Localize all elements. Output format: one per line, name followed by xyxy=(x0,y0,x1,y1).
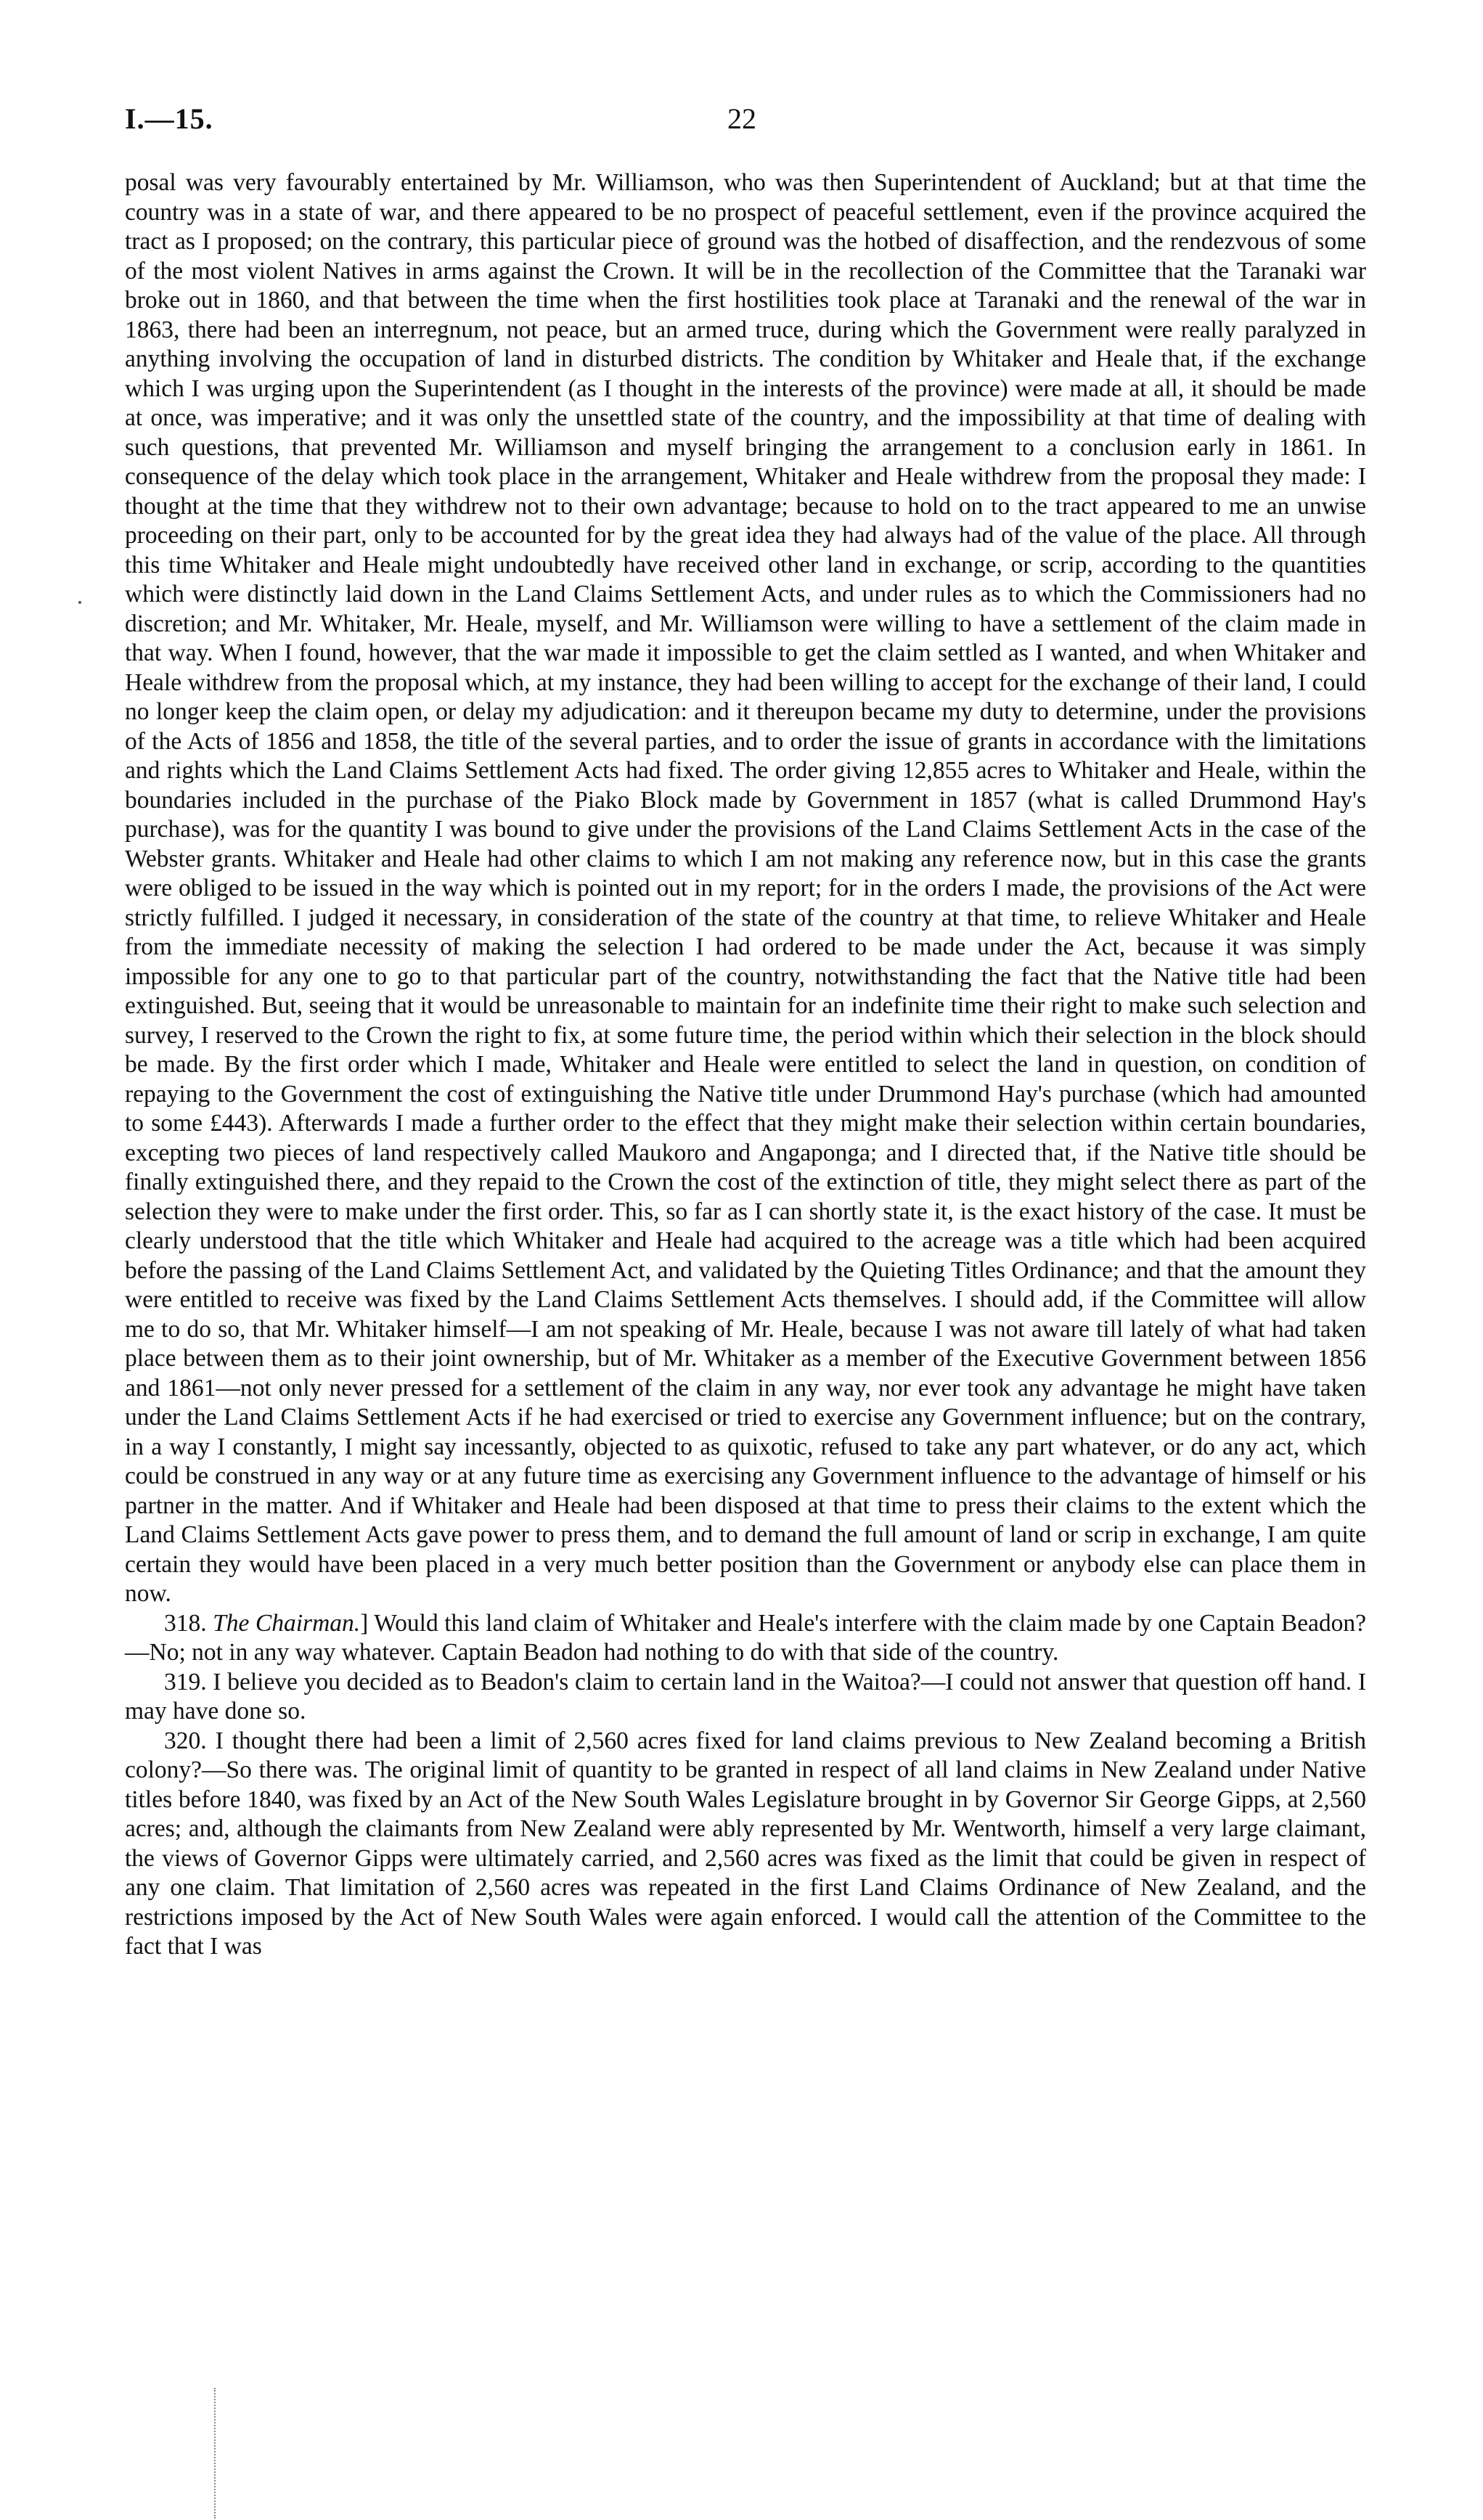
question-text: I believe you decided as to Beadon's claim to certain land in the Waitoa?—I could not answer that question off hand. I may have done so. xyxy=(125,1668,1367,1725)
document-body xyxy=(125,168,1366,1962)
paragraph-text: posal was very favourably entertained by Mr. Williamson, who was then Superintendent of Auckland; but at that time the country was in a state of war, and there appeared to be no prospect of peaceful settlement, even if the province acquired the tract as I proposed; on the contrary, this particular piece of ground was the hotbed of disaffection, and the rendezvous of some of the most violent Natives in arms against the Crown. It will be in the recollection of the Committee that the Taranaki war broke out in 1860, and that between the time when the first hostilities took place at Taranaki and the renewal of the war in 1863, there had been an interregnum, not peace, but an armed truce, during which the Government were really paralyzed in anything involving the occupation of land in disturbed districts. The condition by Whitaker and Heale that, if the exchange which I was urging upon the Superintendent (as I thought in the interests of the province) were made at all, it should be made at once, was imperative; and it was only the unsettled state of the country, and the impossibility at that time of dealing with such questions, that prevented Mr. Williamson and myself bringing the arrangement to a conclusion early in 1861. In consequence of the delay which took place in the arrangement, Whitaker and Heale withdrew from the proposal they made: I thought at the time that they withdrew not to their own advantage; because to hold on to the tract appeared to me an unwise proceeding on their part, only to be accounted for by the great idea they had always had of the value of the place. All through this time Whitaker and Heale might undoubtedly have received other land in exchange, or scrip, according to the quantities which were distinctly laid down in the Land Claims Settlement Acts, and under rules as to which the Commissioners had no discretion; and Mr. Whitaker, Mr. Heale, myself, and Mr. Williamson were willing to have a settlement of the claim made in that way. When I found, however, that the war made it impossible to get the claim settled as I wanted, and when Whitaker and Heale withdrew from the proposal which, at my instance, they had been willing to accept for the exchange of their land, I could no longer keep the claim open, or delay my adjudication: and it thereupon became my duty to determine, under the provisions of the Acts of 1856 and 1858, the title of the several parties, and to order the issue of grants in accordance with the limitations and rights which the Land Claims Settlement Acts had fixed. The order giving 12,855 acres to Whitaker and Heale, within the boundaries included in the purchase of the Piako Block made by Government in 1857 (what is called Drummond Hay's purchase), was for the quantity I was bound to give under the provisions of the Land Claims Settlement Acts in the case of the Webster grants. Whitaker and Heale had other claims to which I am not making any reference now, but in this case the grants were obliged to be issued in the way which is pointed out in my report; for in the orders I made, the provisions of the Act were strictly fulfilled. I judged it necessary, in consideration of the state of the country at that time, to relieve Whitaker and Heale from the immediate necessity of making the selection I had ordered to be made under the Act, because it was simply impossible for any one to go to that particular part of the country, notwithstanding the fact that the Native title had been extinguished. But, seeing that it would be unreasonable to maintain for an indefinite time their right to make such selection and survey, I reserved to the Crown the right to fix, at some future time, the period within which their selection in the block should be made. By the first order which I made, Whitaker and Heale were entitled to select the land in question, on condition of repaying to the Government the cost of extinguishing the Native title under Drummond Hay's purchase (which had amounted to some £443). Afterwards I made a further order to the effect that they might make their selection within certain boundaries, excepting two pieces of land respectively called Maukoro and Angaponga; and I directed that, if the Native title should be finally extinguished there, and they repaid to the Crown the cost of the extinction of title, they might select there as part of the selection they were to make under the first order. This, so far as I can shortly state it, is the exact history of the case. It must be clearly understood that the title which Whitaker and Heale had acquired to the acreage was a title which had been acquired before the passing of the Land Claims Settlement Act, and validated by the Quieting Titles Ordinance; and that the amount they were entitled to receive was fixed by the Land Claims Settlement Acts themselves. I should add, if the Committee will allow me to do so, that Mr. Whitaker himself—I am not speaking of Mr. Heale, because I was not aware till lately of what had taken place between them as to their joint ownership, but of Mr. Whitaker as a member of the Executive Government between 1856 and 1861—not only never pressed for a settlement of the claim in any way, nor ever took any advantage he might have taken under the Land Claims Settlement Acts if he had exercised or tried to exercise any Government influence; but on the contrary, in a way I constantly, I might say incessantly, objected to as quixotic, refused to take any part whatever, or do any act, which could be construed in any way or at any future time as exercising any Government influence to the advantage of himself or his partner in the matter. And if Whitaker and Heale had been disposed at that time to press their claims to the extent which the Land Claims Settlement Acts gave power to press them, and to demand the full amount of land or scrip in exchange, I am quite certain they would have been placed in a very much better position than the Government or anybody else can place them in now. xyxy=(125,169,1366,1607)
scan-edge-mark xyxy=(214,2388,216,2519)
question-text: ] Would this land claim of Whitaker and Heale's interfere with the claim made by one Captain Beadon?—No; not in any way whatever. Captain Beadon had nothing to do with that side of the country. xyxy=(125,1609,1367,1666)
question-number: 320. xyxy=(164,1727,207,1754)
margin-mark xyxy=(78,601,81,604)
question-text: I thought there had been a limit of 2,560 acres fixed for land claims previous to New Zealand becoming a British colony?—So there was. The original limit of quantity to be granted in respect of all land claims in New Zealand under Native titles before 1840, was fixed by an Act of the New South Wales Legislature brought in by Governor Sir George Gipps, at 2,560 acres; and, although the claimants from New Zealand were ably represented by Mr. Wentworth, himself a very large claimant, the views of Governor Gipps were ultimately carried, and 2,560 acres was fixed as the limit that could be given in respect of any one claim. That limitation of 2,560 acres was repeated in the first Land Claims Ordinance of New Zealand, and the restrictions imposed by the Act of New South Wales were again enforced. I would call the attention of the Committee to the fact that I was xyxy=(125,1727,1366,1960)
paragraph-continuation xyxy=(125,168,1366,1609)
question-318 xyxy=(125,1609,1366,1668)
speaker-name: The Chairman. xyxy=(213,1609,361,1637)
document-reference: I.—15. xyxy=(125,102,213,135)
page-number: 22 xyxy=(727,102,756,135)
question-number: 319. xyxy=(164,1668,207,1695)
page-header xyxy=(125,102,1366,145)
question-319 xyxy=(125,1668,1366,1727)
question-number: 318. xyxy=(164,1609,207,1637)
question-320 xyxy=(125,1727,1366,1962)
